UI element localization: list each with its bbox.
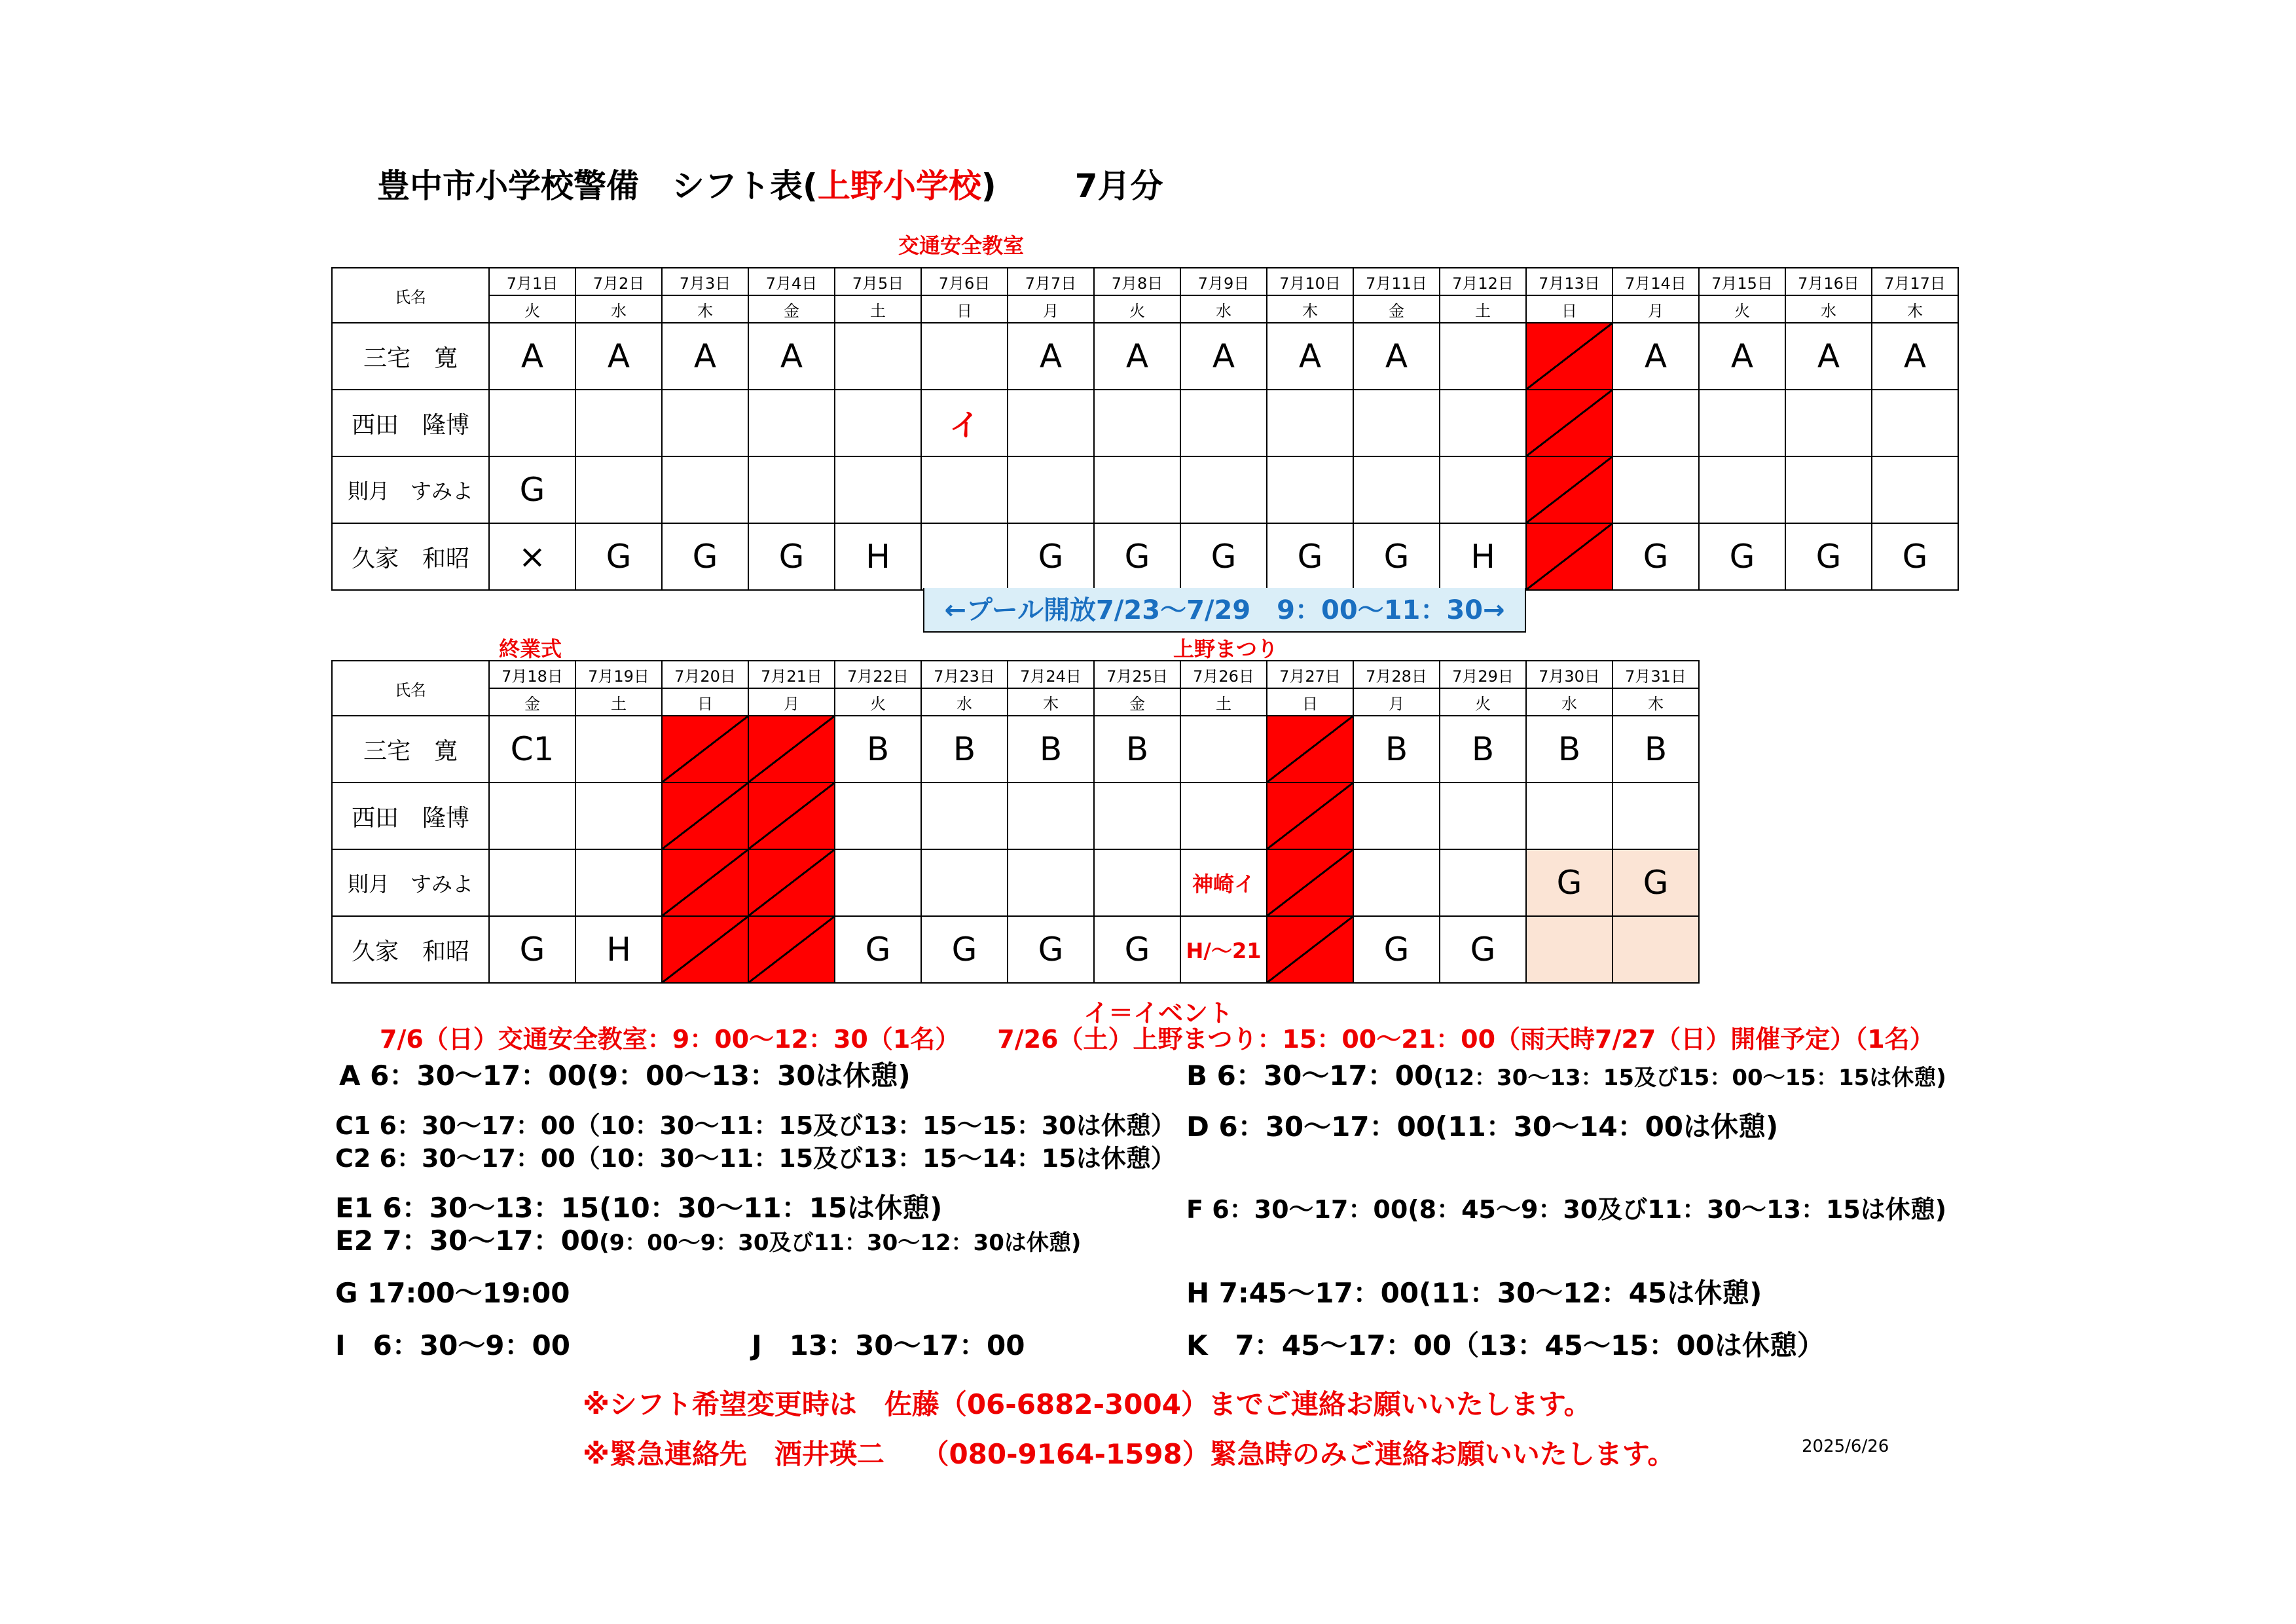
date-header: 7月7日 bbox=[1008, 268, 1094, 295]
shift-cell[interactable] bbox=[662, 783, 748, 849]
shift-cell[interactable]: G bbox=[1353, 523, 1440, 590]
table-row bbox=[332, 523, 1958, 590]
weekday-header: 金 bbox=[1353, 295, 1440, 323]
shift-cell[interactable] bbox=[1094, 456, 1180, 523]
shift-cell[interactable]: B bbox=[1526, 716, 1613, 783]
shift-cell[interactable] bbox=[1526, 323, 1613, 390]
shift-cell[interactable] bbox=[748, 716, 835, 783]
shift-cell[interactable] bbox=[1613, 916, 1699, 983]
date-header: 7月27日 bbox=[1267, 661, 1353, 688]
shift-cell[interactable] bbox=[1785, 456, 1872, 523]
shift-cell[interactable] bbox=[1094, 783, 1180, 849]
weekday-header: 金 bbox=[489, 688, 575, 716]
shift-cell[interactable] bbox=[1699, 390, 1785, 456]
table-row bbox=[332, 390, 1958, 456]
legend-b bbox=[1186, 1054, 1946, 1094]
weekday-header: 木 bbox=[1872, 295, 1958, 323]
date-header: 7月29日 bbox=[1440, 661, 1526, 688]
date-header: 7月10日 bbox=[1267, 268, 1353, 295]
date-header: 7月4日 bbox=[748, 268, 835, 295]
festival-note: 上野まつり bbox=[1173, 637, 1279, 661]
shift-cell[interactable] bbox=[1613, 456, 1699, 523]
shift-cell[interactable] bbox=[1872, 390, 1958, 456]
shift-cell[interactable] bbox=[1699, 456, 1785, 523]
issue-date: 2025/6/26 bbox=[1802, 1437, 1889, 1456]
shift-cell[interactable]: B bbox=[1353, 716, 1440, 783]
legend-e2 bbox=[335, 1219, 1081, 1259]
weekday-header: 月 bbox=[1353, 688, 1440, 716]
shift-cell[interactable]: A bbox=[1785, 323, 1872, 390]
legend-a: A 6：30〜17：00(9：00〜13：30は休憩) bbox=[339, 1060, 911, 1092]
shift-cell[interactable]: G bbox=[748, 523, 835, 590]
shift-cell[interactable]: G bbox=[1180, 523, 1267, 590]
shift-cell[interactable] bbox=[748, 456, 835, 523]
weekday-header: 火 bbox=[489, 295, 575, 323]
shift-cell[interactable]: B bbox=[921, 716, 1008, 783]
weekday-header: 日 bbox=[1526, 295, 1613, 323]
shift-table-2 bbox=[331, 660, 1700, 984]
shift-cell[interactable] bbox=[1267, 783, 1353, 849]
shift-cell[interactable] bbox=[1008, 849, 1094, 916]
table-row bbox=[332, 783, 1699, 849]
date-header: 7月22日 bbox=[835, 661, 921, 688]
shift-cell[interactable] bbox=[1526, 523, 1613, 590]
pool-banner: ←プール開放7/23〜7/29 9：00〜11：30→ bbox=[923, 588, 1526, 633]
staff-name: 久家 和昭 bbox=[332, 523, 489, 590]
shift-cell[interactable] bbox=[921, 849, 1008, 916]
shift-cell[interactable]: G bbox=[1440, 916, 1526, 983]
shift-cell[interactable]: G bbox=[921, 916, 1008, 983]
shift-cell[interactable]: G bbox=[1353, 916, 1440, 983]
date-header: 7月23日 bbox=[921, 661, 1008, 688]
shift-cell[interactable]: G bbox=[1094, 916, 1180, 983]
weekday-header: 火 bbox=[1440, 688, 1526, 716]
shift-cell[interactable] bbox=[489, 849, 575, 916]
shift-cell[interactable]: A bbox=[575, 323, 662, 390]
shift-cell[interactable]: G bbox=[1267, 523, 1353, 590]
shift-cell[interactable] bbox=[489, 783, 575, 849]
shift-cell[interactable]: A bbox=[1699, 323, 1785, 390]
shift-cell[interactable] bbox=[575, 390, 662, 456]
date-header: 7月16日 bbox=[1785, 268, 1872, 295]
shift-cell[interactable] bbox=[1180, 716, 1267, 783]
shift-cell[interactable]: B bbox=[1008, 716, 1094, 783]
shift-cell[interactable]: G bbox=[489, 456, 575, 523]
table-row bbox=[332, 849, 1699, 916]
shift-cell[interactable]: G bbox=[1613, 849, 1699, 916]
shift-cell[interactable] bbox=[1180, 456, 1267, 523]
weekday-header: 火 bbox=[835, 688, 921, 716]
shift-cell[interactable]: 神崎イ bbox=[1180, 849, 1267, 916]
shift-cell[interactable] bbox=[1180, 390, 1267, 456]
shift-cell[interactable] bbox=[921, 523, 1008, 590]
weekday-header: 水 bbox=[1180, 295, 1267, 323]
weekday-header: 月 bbox=[748, 688, 835, 716]
legend-k: K 7：45〜17：00（13：45〜15：00は休憩） bbox=[1186, 1329, 1825, 1361]
shift-cell[interactable] bbox=[1526, 390, 1613, 456]
weekday-header: 木 bbox=[662, 295, 748, 323]
weekday-header: 木 bbox=[1008, 688, 1094, 716]
contact-line-1: ※シフト希望変更時は 佐藤（06-6882-3004）までご連絡お願いいたします。 bbox=[583, 1388, 1592, 1420]
shift-cell[interactable] bbox=[1267, 390, 1353, 456]
shift-cell[interactable] bbox=[1440, 783, 1526, 849]
shift-cell[interactable]: G bbox=[1008, 916, 1094, 983]
shift-cell[interactable]: × bbox=[489, 523, 575, 590]
shift-cell[interactable] bbox=[921, 456, 1008, 523]
legend-j: J 13：30〜17：00 bbox=[752, 1329, 1025, 1361]
shift-cell[interactable]: H/〜21 bbox=[1180, 916, 1267, 983]
shift-cell[interactable]: B bbox=[1094, 716, 1180, 783]
table-row bbox=[332, 456, 1958, 523]
shift-cell[interactable] bbox=[1008, 456, 1094, 523]
events-line: 7/6（日）交通安全教室：9：00〜12：30（1名） 7/26（土）上野まつり：15：00〜21：00（雨天時7/27（日）開催予定）（1名） bbox=[380, 1025, 1935, 1054]
shift-cell[interactable]: H bbox=[1440, 523, 1526, 590]
shift-cell[interactable] bbox=[1094, 849, 1180, 916]
shift-cell[interactable]: H bbox=[835, 523, 921, 590]
shift-cell[interactable] bbox=[1440, 456, 1526, 523]
shift-cell[interactable]: A bbox=[662, 323, 748, 390]
title-month: 7月分 bbox=[1074, 167, 1163, 205]
shift-cell[interactable] bbox=[1526, 456, 1613, 523]
weekday-header: 水 bbox=[921, 688, 1008, 716]
date-header: 7月9日 bbox=[1180, 268, 1267, 295]
shift-cell[interactable] bbox=[1353, 456, 1440, 523]
legend-e2-sub: (9：00〜9：30及び11：30〜12：30は休憩) bbox=[599, 1230, 1082, 1256]
date-header: 7月17日 bbox=[1872, 268, 1958, 295]
shift-cell[interactable]: A bbox=[1094, 323, 1180, 390]
shift-cell[interactable]: A bbox=[1008, 323, 1094, 390]
shift-cell[interactable] bbox=[1180, 783, 1267, 849]
staff-name: 則月 すみよ bbox=[332, 849, 489, 916]
shift-cell[interactable] bbox=[1353, 390, 1440, 456]
weekday-header: 日 bbox=[1267, 688, 1353, 716]
shift-cell[interactable]: G bbox=[1008, 523, 1094, 590]
shift-cell[interactable]: B bbox=[835, 716, 921, 783]
shift-cell[interactable] bbox=[1872, 456, 1958, 523]
title-suffix: ) bbox=[981, 167, 996, 205]
weekday-header: 土 bbox=[1180, 688, 1267, 716]
date-header: 7月24日 bbox=[1008, 661, 1094, 688]
shift-cell[interactable] bbox=[835, 849, 921, 916]
legend-f: F 6：30〜17：00(8：45〜9：30及び11：30〜13：15は休憩) bbox=[1186, 1195, 1947, 1224]
weekday-header: 日 bbox=[662, 688, 748, 716]
shift-cell[interactable] bbox=[489, 390, 575, 456]
date-header: 7月5日 bbox=[835, 268, 921, 295]
date-header: 7月6日 bbox=[921, 268, 1008, 295]
table-row bbox=[332, 716, 1699, 783]
shift-cell[interactable] bbox=[1440, 849, 1526, 916]
shift-cell[interactable] bbox=[835, 390, 921, 456]
legend-e1: E1 6：30〜13：15(10：30〜11：15は休憩) bbox=[335, 1192, 943, 1224]
closing-ceremony-note: 終業式 bbox=[499, 637, 562, 661]
date-header: 7月11日 bbox=[1353, 268, 1440, 295]
shift-cell[interactable] bbox=[748, 916, 835, 983]
name-header: 氏名 bbox=[332, 661, 489, 716]
traffic-class-note: 交通安全教室 bbox=[898, 233, 1025, 258]
shift-cell[interactable]: G bbox=[1699, 523, 1785, 590]
date-header: 7月18日 bbox=[489, 661, 575, 688]
shift-cell[interactable] bbox=[1267, 456, 1353, 523]
shift-cell[interactable] bbox=[575, 716, 662, 783]
date-header: 7月21日 bbox=[748, 661, 835, 688]
shift-cell[interactable] bbox=[1267, 916, 1353, 983]
date-header: 7月28日 bbox=[1353, 661, 1440, 688]
shift-cell[interactable] bbox=[1613, 783, 1699, 849]
weekday-header: 土 bbox=[575, 688, 662, 716]
shift-cell[interactable]: A bbox=[489, 323, 575, 390]
legend-h: H 7:45〜17：00(11：30〜12：45は休憩) bbox=[1186, 1277, 1762, 1309]
shift-cell[interactable] bbox=[748, 390, 835, 456]
shift-cell[interactable]: G bbox=[1526, 849, 1613, 916]
shift-cell[interactable]: G bbox=[1785, 523, 1872, 590]
date-header: 7月8日 bbox=[1094, 268, 1180, 295]
shift-cell[interactable] bbox=[575, 456, 662, 523]
staff-name: 三宅 寛 bbox=[332, 323, 489, 390]
shift-cell[interactable] bbox=[1613, 390, 1699, 456]
shift-cell[interactable]: G bbox=[1872, 523, 1958, 590]
weekday-header: 水 bbox=[1785, 295, 1872, 323]
shift-cell[interactable] bbox=[1008, 390, 1094, 456]
shift-cell[interactable] bbox=[575, 849, 662, 916]
legend-c1: C1 6：30〜17：00（10：30〜11：15及び13：15〜15：30は休憩） bbox=[335, 1111, 1176, 1140]
table-row bbox=[332, 323, 1958, 390]
shift-cell[interactable] bbox=[575, 783, 662, 849]
shift-cell[interactable] bbox=[748, 783, 835, 849]
staff-name: 久家 和昭 bbox=[332, 916, 489, 983]
date-header: 7月15日 bbox=[1699, 268, 1785, 295]
date-header: 7月12日 bbox=[1440, 268, 1526, 295]
date-header: 7月14日 bbox=[1613, 268, 1699, 295]
shift-cell[interactable] bbox=[1440, 390, 1526, 456]
weekday-header: 水 bbox=[1526, 688, 1613, 716]
staff-name: 西田 隆博 bbox=[332, 783, 489, 849]
legend-e2-main: E2 7：30〜17：00 bbox=[335, 1225, 600, 1257]
weekday-header: 金 bbox=[1094, 688, 1180, 716]
shift-cell[interactable] bbox=[1526, 916, 1613, 983]
staff-name: 三宅 寛 bbox=[332, 716, 489, 783]
shift-cell[interactable]: A bbox=[748, 323, 835, 390]
date-header: 7月30日 bbox=[1526, 661, 1613, 688]
shift-cell[interactable]: G bbox=[1613, 523, 1699, 590]
shift-cell[interactable]: G bbox=[662, 523, 748, 590]
name-header: 氏名 bbox=[332, 268, 489, 323]
weekday-header: 月 bbox=[1008, 295, 1094, 323]
weekday-header: 火 bbox=[1094, 295, 1180, 323]
shift-cell[interactable]: B bbox=[1440, 716, 1526, 783]
shift-cell[interactable] bbox=[1353, 849, 1440, 916]
shift-cell[interactable]: C1 bbox=[489, 716, 575, 783]
shift-cell[interactable] bbox=[835, 456, 921, 523]
shift-cell[interactable]: B bbox=[1613, 716, 1699, 783]
shift-cell[interactable] bbox=[1008, 783, 1094, 849]
shift-cell[interactable]: イ bbox=[921, 390, 1008, 456]
shift-cell[interactable] bbox=[662, 390, 748, 456]
staff-name: 西田 隆博 bbox=[332, 390, 489, 456]
shift-cell[interactable] bbox=[662, 916, 748, 983]
shift-cell[interactable]: G bbox=[489, 916, 575, 983]
shift-cell[interactable] bbox=[662, 716, 748, 783]
shift-cell[interactable] bbox=[835, 783, 921, 849]
weekday-header: 木 bbox=[1613, 688, 1699, 716]
shift-cell[interactable] bbox=[1526, 783, 1613, 849]
date-header: 7月13日 bbox=[1526, 268, 1613, 295]
date-header: 7月19日 bbox=[575, 661, 662, 688]
date-header: 7月2日 bbox=[575, 268, 662, 295]
date-header: 7月3日 bbox=[662, 268, 748, 295]
legend-b-main: B 6：30〜17：00 bbox=[1186, 1060, 1434, 1092]
shift-cell[interactable]: A bbox=[1872, 323, 1958, 390]
weekday-header: 木 bbox=[1267, 295, 1353, 323]
shift-cell[interactable] bbox=[662, 849, 748, 916]
shift-cell[interactable]: G bbox=[575, 523, 662, 590]
shift-cell[interactable] bbox=[921, 323, 1008, 390]
page-title bbox=[377, 160, 1163, 207]
shift-cell[interactable] bbox=[662, 456, 748, 523]
shift-cell[interactable] bbox=[1785, 390, 1872, 456]
shift-cell[interactable]: A bbox=[1267, 323, 1353, 390]
legend-g: G 17:00〜19:00 bbox=[335, 1277, 570, 1309]
staff-name: 則月 すみよ bbox=[332, 456, 489, 523]
legend-c2: C2 6：30〜17：00（10：30〜11：15及び13：15〜14：15は休憩） bbox=[335, 1144, 1176, 1173]
shift-cell[interactable]: G bbox=[1094, 523, 1180, 590]
table-row bbox=[332, 916, 1699, 983]
weekday-header: 火 bbox=[1699, 295, 1785, 323]
date-header: 7月25日 bbox=[1094, 661, 1180, 688]
shift-cell[interactable] bbox=[1267, 849, 1353, 916]
shift-cell[interactable] bbox=[835, 323, 921, 390]
shift-cell[interactable]: A bbox=[1613, 323, 1699, 390]
date-header: 7月26日 bbox=[1180, 661, 1267, 688]
shift-cell[interactable] bbox=[1094, 390, 1180, 456]
weekday-header: 土 bbox=[835, 295, 921, 323]
date-header: 7月31日 bbox=[1613, 661, 1699, 688]
shift-cell[interactable] bbox=[748, 849, 835, 916]
legend-b-sub: (12：30〜13：15及び15：00〜15：15は休憩) bbox=[1433, 1065, 1946, 1091]
weekday-header: 土 bbox=[1440, 295, 1526, 323]
shift-table-1 bbox=[331, 267, 1959, 591]
weekday-header: 金 bbox=[748, 295, 835, 323]
shift-cell[interactable]: H bbox=[575, 916, 662, 983]
event-definition: イ＝イベント bbox=[1084, 999, 1233, 1027]
shift-cell[interactable]: A bbox=[1180, 323, 1267, 390]
shift-cell[interactable]: G bbox=[835, 916, 921, 983]
weekday-header: 月 bbox=[1613, 295, 1699, 323]
date-header: 7月20日 bbox=[662, 661, 748, 688]
title-prefix: 豊中市小学校警備 シフト表( bbox=[377, 167, 818, 205]
shift-cell[interactable] bbox=[1440, 323, 1526, 390]
shift-cell[interactable] bbox=[921, 783, 1008, 849]
contact-line-2: ※緊急連絡先 酒井瑛二 （080-9164-1598）緊急時のみご連絡お願いいたします。 bbox=[583, 1438, 1675, 1470]
shift-cell[interactable] bbox=[1267, 716, 1353, 783]
shift-cell[interactable]: A bbox=[1353, 323, 1440, 390]
date-header: 7月1日 bbox=[489, 268, 575, 295]
legend-d: D 6：30〜17：00(11：30〜14：00は休憩) bbox=[1186, 1111, 1779, 1143]
school-name: 上野小学校 bbox=[817, 167, 981, 205]
shift-cell[interactable] bbox=[1353, 783, 1440, 849]
weekday-header: 日 bbox=[921, 295, 1008, 323]
weekday-header: 水 bbox=[575, 295, 662, 323]
legend-i: I 6：30〜9：00 bbox=[335, 1329, 570, 1361]
